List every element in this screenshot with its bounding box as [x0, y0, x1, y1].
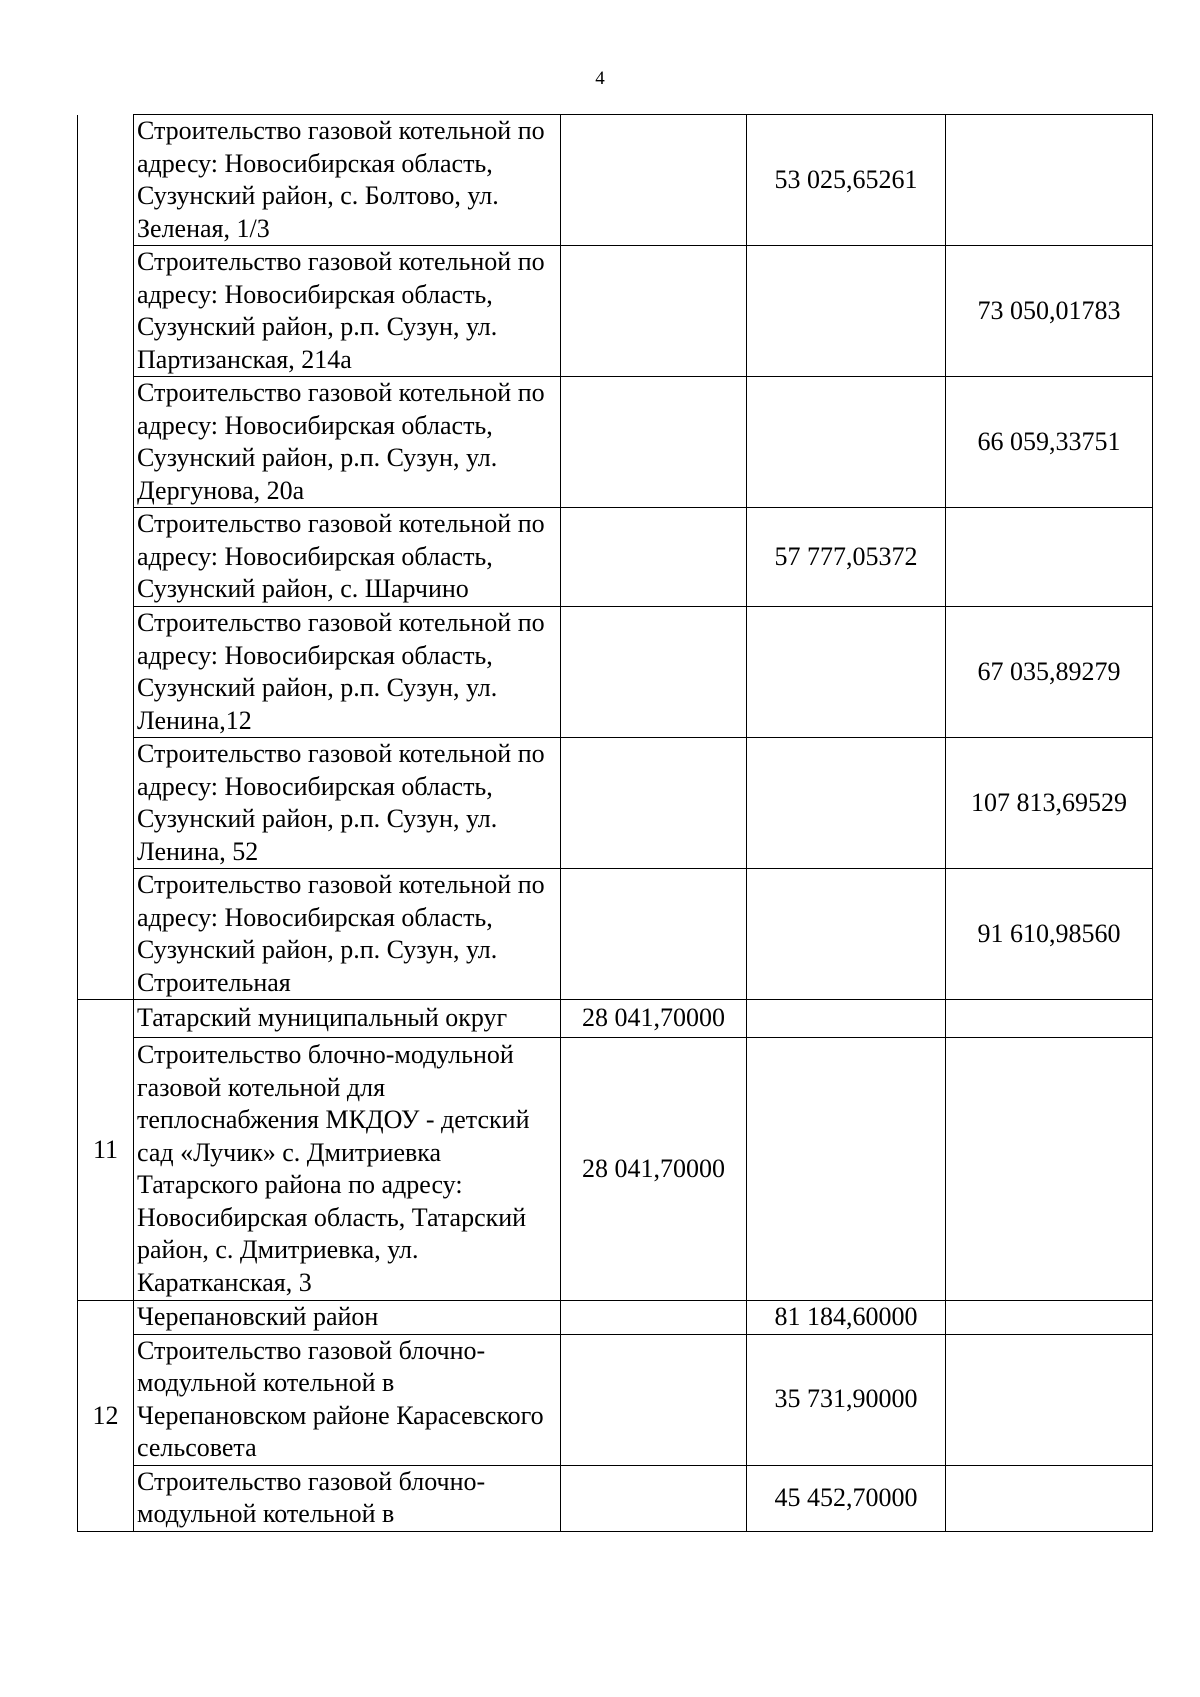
table-row: [78, 738, 1153, 869]
amount-col3-cell: 67 035,89279: [946, 607, 1153, 738]
row-number-cell: 12: [78, 1301, 134, 1532]
amount-col3-cell: [946, 1000, 1153, 1038]
amount-col1-cell: [561, 607, 747, 738]
page-number: 4: [595, 68, 605, 89]
amount-col2-cell: 53 025,65261: [747, 115, 946, 246]
amount-col3-cell: 107 813,69529: [946, 738, 1153, 869]
object-name-cell: Строительство газовой котельной по адресу: Новосибирская область, Сузунский район, р.п. Сузун, ул. Дергунова, 20а: [134, 377, 561, 508]
amount-col1-cell: [561, 738, 747, 869]
amount-col2-cell: [747, 1038, 946, 1301]
amount-col1-cell: [561, 869, 747, 1000]
table-row: [78, 1038, 1153, 1301]
object-name-cell: Строительство газовой котельной по адресу: Новосибирская область, Сузунский район, р.п. Сузун, ул. Ленина, 52: [134, 738, 561, 869]
table-row: [78, 377, 1153, 508]
object-name-cell: Черепановский район: [134, 1301, 561, 1335]
amount-col3-cell: [946, 115, 1153, 246]
amount-col1-cell: [561, 1301, 747, 1335]
amount-col2-cell: [747, 1000, 946, 1038]
amount-col1-cell: 28 041,70000: [561, 1038, 747, 1301]
amount-col1-cell: 28 041,70000: [561, 1000, 747, 1038]
table-row: [78, 1301, 1153, 1335]
amount-col2-cell: [747, 869, 946, 1000]
amount-col2-cell: [747, 377, 946, 508]
amount-col2-cell: [747, 738, 946, 869]
amount-col3-cell: 91 610,98560: [946, 869, 1153, 1000]
amount-col2-cell: [747, 246, 946, 377]
amount-col2-cell: 57 777,05372: [747, 508, 946, 607]
table-row: [78, 115, 1153, 246]
amount-col1-cell: [561, 246, 747, 377]
row-number-cell: 11: [78, 1000, 134, 1301]
amount-col2-cell: 81 184,60000: [747, 1301, 946, 1335]
amount-col3-cell: 66 059,33751: [946, 377, 1153, 508]
amount-col1-cell: [561, 115, 747, 246]
amount-col3-cell: [946, 508, 1153, 607]
table-row: [78, 1000, 1153, 1038]
table-row: [78, 508, 1153, 607]
table-row: [78, 869, 1153, 1000]
amount-col2-cell: [747, 607, 946, 738]
amount-col3-cell: 73 050,01783: [946, 246, 1153, 377]
table-row: [78, 1334, 1153, 1465]
object-name-cell: Татарский муниципальный округ: [134, 1000, 561, 1038]
row-number-cell: [78, 115, 134, 1000]
budget-table: [77, 114, 1153, 1532]
table-row: [78, 1465, 1153, 1531]
object-name-cell: Строительство газовой котельной по адресу: Новосибирская область, Сузунский район, р.п. Сузун, ул. Ленина,12: [134, 607, 561, 738]
object-name-cell: Строительство газовой блочно-модульной котельной в: [134, 1465, 561, 1531]
object-name-cell: Строительство газовой котельной по адресу: Новосибирская область, Сузунский район, с. Шарчино: [134, 508, 561, 607]
amount-col1-cell: [561, 377, 747, 508]
amount-col3-cell: [946, 1465, 1153, 1531]
amount-col3-cell: [946, 1334, 1153, 1465]
table-row: [78, 607, 1153, 738]
amount-col1-cell: [561, 1334, 747, 1465]
object-name-cell: Строительство газовой блочно-модульной котельной в Черепановском районе Карасевского сельсовета: [134, 1334, 561, 1465]
amount-col3-cell: [946, 1038, 1153, 1301]
object-name-cell: Строительство газовой котельной по адресу: Новосибирская область, Сузунский район, р.п. Сузун, ул. Строительная: [134, 869, 561, 1000]
amount-col2-cell: 35 731,90000: [747, 1334, 946, 1465]
object-name-cell: Строительство газовой котельной по адресу: Новосибирская область, Сузунский район, р.п. Сузун, ул. Партизанская, 214а: [134, 246, 561, 377]
amount-col1-cell: [561, 1465, 747, 1531]
object-name-cell: Строительство газовой котельной по адресу: Новосибирская область, Сузунский район, с. Болтово, ул. Зеленая, 1/3: [134, 115, 561, 246]
amount-col3-cell: [946, 1301, 1153, 1335]
object-name-cell: Строительство блочно-модульной газовой котельной для теплоснабжения МКДОУ - детский сад «Лучик» с. Дмитриевка Татарского района по адресу: Новосибирская область, Татарский район, с. Дмитриевка, ул. Каратканская, 3: [134, 1038, 561, 1301]
amount-col2-cell: 45 452,70000: [747, 1465, 946, 1531]
amount-col1-cell: [561, 508, 747, 607]
table-row: [78, 246, 1153, 377]
